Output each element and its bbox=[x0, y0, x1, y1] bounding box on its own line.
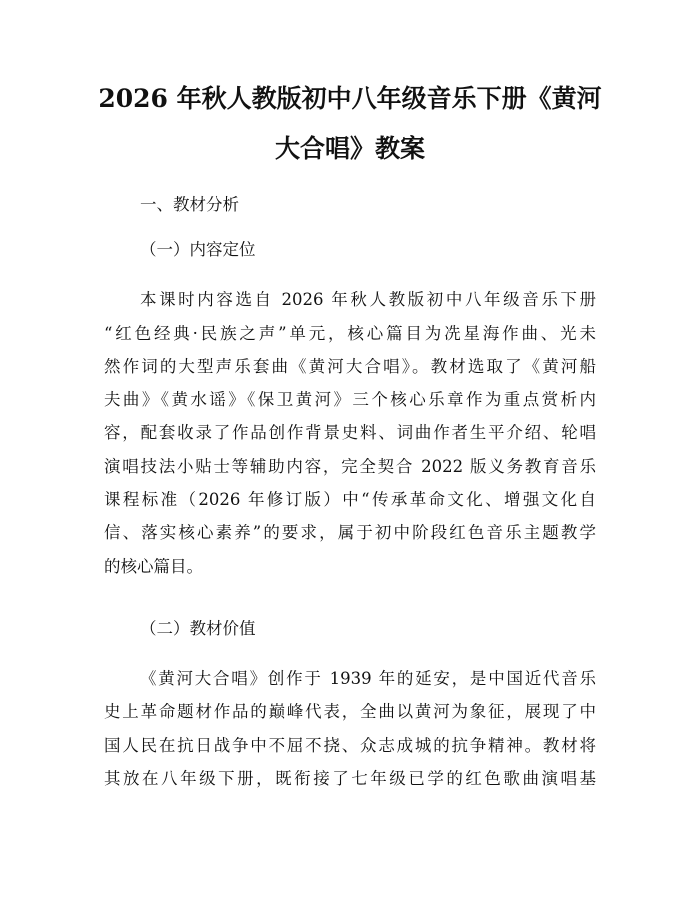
paragraph-line: 信、落实核心素养”的要求，属于初中阶段红色音乐主题教学 bbox=[104, 523, 596, 542]
paragraph-line: “红色经典·民族之声”单元，核心篇目为冼星海作曲、光未 bbox=[104, 324, 596, 343]
paragraph-line: 容，配套收录了作品创作背景史料、词曲作者生平介绍、轮唱 bbox=[104, 423, 596, 442]
paragraph-line: 演唱技法小贴士等辅助内容，完全契合 2022 版义务教育音乐 bbox=[104, 457, 596, 476]
subsection-heading-content-positioning: （一）内容定位 bbox=[140, 240, 256, 259]
subsection-heading-textbook-value: （二）教材价值 bbox=[140, 619, 256, 638]
paragraph-line: 夫曲》《黄水谣》《保卫黄河》三个核心乐章作为重点赏析内 bbox=[104, 390, 596, 409]
section-heading-textbook-analysis: 一、教材分析 bbox=[140, 195, 239, 214]
paragraph-line: 史上革命题材作品的巅峰代表，全曲以黄河为象征，展现了中 bbox=[104, 702, 596, 721]
paragraph-line: 其放在八年级下册，既衔接了七年级已学的红色歌曲演唱基 bbox=[104, 769, 596, 788]
paragraph-line: 的核心篇目。 bbox=[104, 557, 203, 576]
paragraph-line: 本课时内容选自 2026 年秋人教版初中八年级音乐下册 bbox=[140, 290, 596, 309]
paragraph-line: 课程标准（2026 年修订版）中“传承革命文化、增强文化自 bbox=[104, 490, 596, 509]
paragraph-line: 《黄河大合唱》创作于 1939 年的延安，是中国近代音乐 bbox=[140, 669, 596, 688]
paragraph-line: 国人民在抗日战争中不屈不挠、众志成城的抗争精神。教材将 bbox=[104, 736, 596, 755]
paragraph-line: 然作词的大型声乐套曲《黄河大合唱》。教材选取了《黄河船 bbox=[104, 357, 596, 376]
document-title-line-1: 2026 年秋人教版初中八年级音乐下册《黄河 bbox=[98, 84, 602, 113]
document-title-line-2: 大合唱》教案 bbox=[274, 134, 425, 163]
